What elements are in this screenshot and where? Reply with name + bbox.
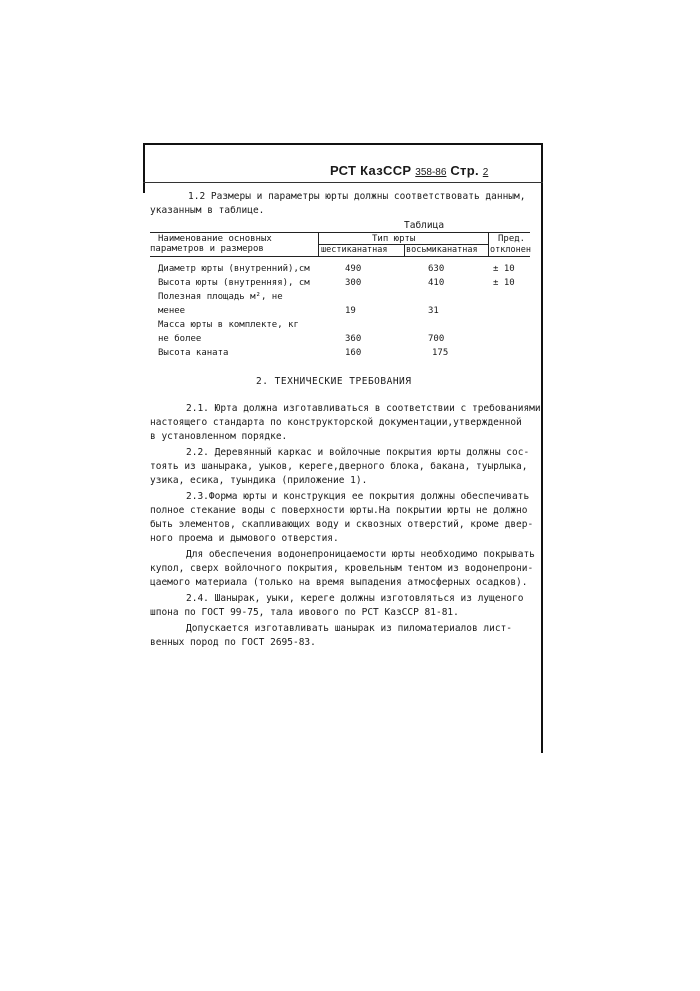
table-row-eight: 630 [428,264,445,274]
paragraph-line: венных пород по ГОСТ 2695-83. [150,637,316,648]
table-row-name: Полезная площадь м², не [158,292,283,302]
paragraph-line: Для обеспечения водонепроницаемости юрты необходимо покрывать [186,549,535,560]
table-header-dev-2: отклонен [490,245,531,255]
table-col-divider-3 [488,232,489,256]
table-row-eight: 700 [428,334,445,344]
table-caption: Таблица [404,220,445,231]
paragraph-line: 2.4. Шанырак, уыки, кереге должны изготовляться из лущеного [186,593,524,604]
paragraph-line: 2.1. Юрта должна изготавливаться в соответствии с требованиями [186,403,541,414]
frame-top-border [143,143,543,145]
table-row-eight: 410 [428,278,445,288]
intro-line-1: 1.2 Размеры и параметры юрты должны соответствовать данным, [188,191,526,202]
paragraph-line: ного проема и дымового отверстия. [150,533,339,544]
standard-number: 358-86 [415,167,447,178]
table-row-name: Диаметр юрты (внутренний),см [158,264,310,274]
table-header-six: шестиканатная [321,245,388,255]
page-number: 2 [482,167,489,178]
table-row-name: Высота юрты (внутренняя), см [158,278,310,288]
table-row-name: Масса юрты в комплекте, кг [158,320,299,330]
paragraph-line: быть элементов, скапливающих воду и сквозных отверстий, кроме двер- [150,519,534,530]
table-row-six: 360 [345,334,362,344]
table-row-name: менее [158,306,186,316]
table-header-param: Наименование основных [158,234,272,244]
paragraph-line: узика, есика, туындика (приложение 1). [150,475,368,486]
page-label: Стр. [450,163,479,178]
table-row-name: не более [158,334,202,344]
table-col-divider-1 [318,232,319,256]
standard-name: РСТ КазССР [330,163,412,178]
table-row-eight: 175 [432,348,449,358]
table-row-eight: 31 [428,306,439,316]
paragraph-line: 2.3.Форма юрты и конструкция ее покрытия должны обеспечивать [186,491,530,502]
table-row-name: Высота каната [158,348,229,358]
paragraph-line: купол, сверх войлочного покрытия, кровельным тентом из водонепрони- [150,563,534,574]
paragraph-line: цаемого материала (только на время выпадения атмосферных осадков). [150,577,528,588]
header-divider [143,182,543,183]
table-header-type: Тип юрты [372,234,416,244]
section-title: 2. ТЕХНИЧЕСКИЕ ТРЕБОВАНИЯ [256,376,412,387]
table-header-param-2: параметров и размеров [150,244,264,254]
table-row-dev: ± 10 [493,264,515,274]
table-header-dev: Пред. [498,234,526,244]
paragraph-line: полное стекание воды с поверхности юрты.На покрытии юрты не должно [150,505,528,516]
table-row-six: 19 [345,306,356,316]
table-row-dev: ± 10 [493,278,515,288]
paragraph-line: шпона по ГОСТ 99-75, тала ивового по РСТ КазССР 81-81. [150,607,459,618]
paragraph-line: в установленном порядке. [150,431,288,442]
paragraph-line: настоящего стандарта по конструкторской документации,утвержденной [150,417,522,428]
paragraph-line: тоять из шанырака, уыков, кереге,дверного блока, бакана, туырлыка, [150,461,528,472]
frame-right-border [541,143,543,753]
table-row-six: 300 [345,278,362,288]
paragraph-line: Допускается изготавливать шанырак из пиломатериалов лист- [186,623,513,634]
page-header [330,163,488,178]
table-header-eight: восьмиканатная [406,245,478,255]
frame-left-border [143,143,145,193]
table-row-six: 160 [345,348,362,358]
paragraph-line: 2.2. Деревянный каркас и войлочные покрытия юрты должны сос- [186,447,530,458]
intro-line-2: указанным в таблице. [150,205,265,216]
table-row-six: 490 [345,264,362,274]
